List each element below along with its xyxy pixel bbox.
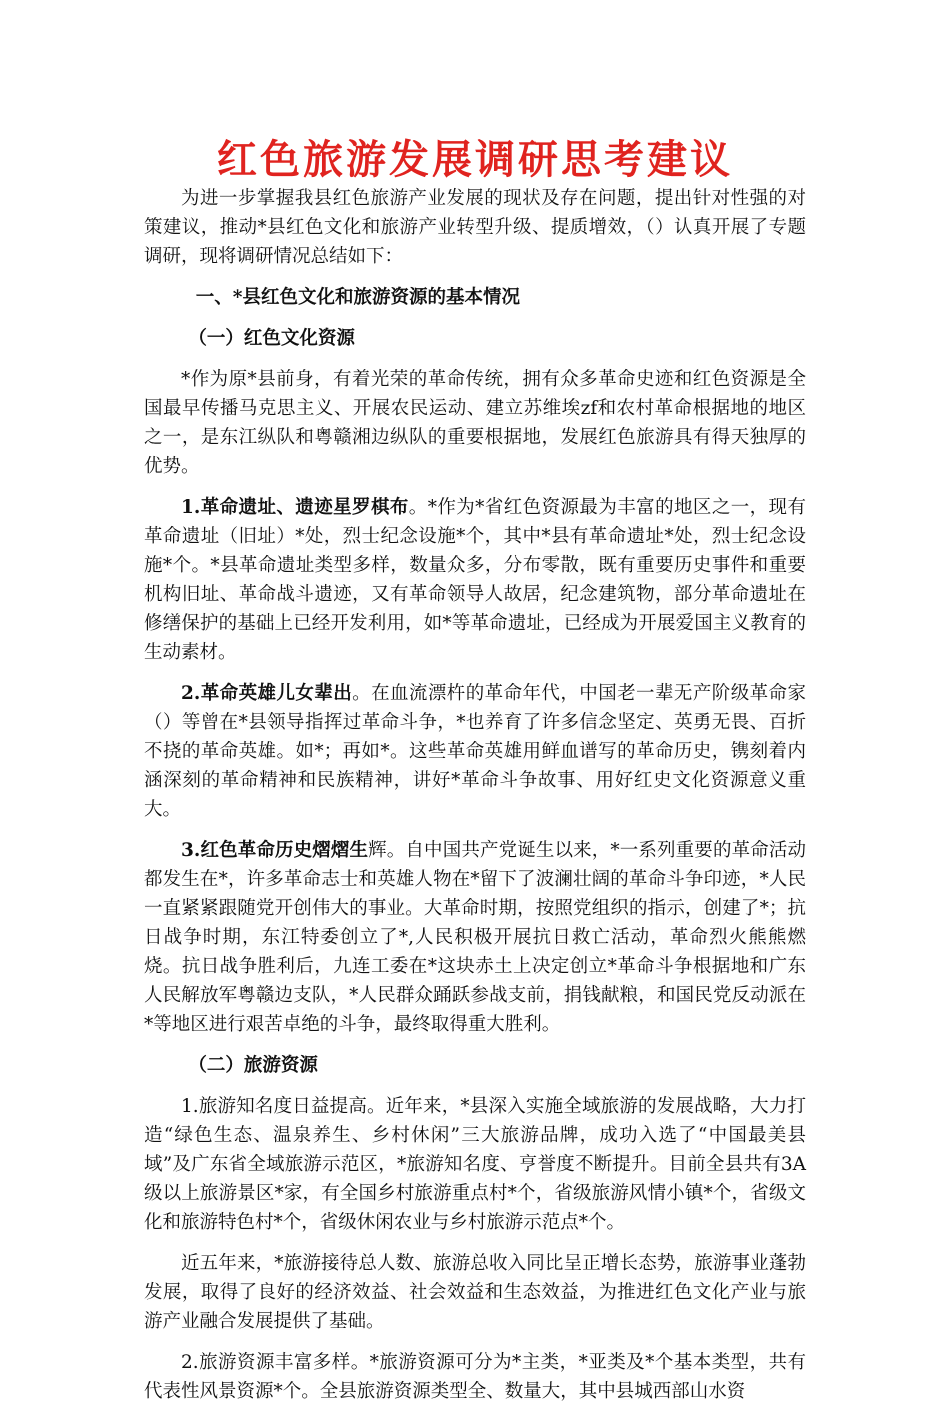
item-2-paragraph bbox=[144, 679, 806, 824]
item-2-text: 。在血流漂杵的革命年代，中国老一辈无产阶级革命家（）等曾在*县领导指挥过革命斗争，*也养育了许多信念坚定、英勇无畏、百折不挠的革命英雄。如*；再如*。这些革命英雄用鲜血谱写的革命历史，镌刻着内涵深刻的革命精神和民族精神，讲好*革命斗争故事、用好红史文化资源意义重大。 bbox=[144, 683, 806, 820]
item-1-paragraph bbox=[144, 493, 806, 667]
item-1-text: 。*作为*省红色资源最为丰富的地区之一，现有革命遗址（旧址）*处，烈士纪念设施*个，其中*县有革命遗址*处，烈士纪念设施*个。*县革命遗址类型多样，数量众多，分布零散，既有重要历史事件和重要机构旧址、革命战斗遗迹，又有革命领导人故居，纪念建筑物，部分革命遗址在修缮保护的基础上已经开发利用，如*等革命遗址，已经成为开展爱国主义教育的生动素材。 bbox=[144, 497, 806, 663]
item-3-paragraph bbox=[144, 836, 806, 1039]
item-2-lead: 2.革命英雄儿女辈出 bbox=[181, 683, 353, 704]
tourism-growth-paragraph: 近五年来，*旅游接待总人数、旅游总收入同比呈正增长态势，旅游事业蓬勃发展，取得了良好的经济效益、社会效益和生态效益，为推进红色文化产业与旅游产业融合发展提供了基础。 bbox=[144, 1253, 806, 1332]
red-culture-intro-paragraph: *作为原*县前身，有着光荣的革命传统，拥有众多革命史迹和红色资源是全国最早传播马克思主义、开展农民运动、建立苏维埃zf和农村革命根据地的地区之一，是东江纵队和粤赣湘边纵队的重要根据地，发展红色旅游具有得天独厚的优势。 bbox=[144, 369, 806, 477]
section-heading-1: 一、*县红色文化和旅游资源的基本情况 bbox=[195, 287, 520, 308]
item-1-lead: 1.革命遗址、遗迹星罗棋布 bbox=[181, 497, 409, 518]
document-title: 红色旅游发展调研思考建议 bbox=[217, 136, 733, 183]
tourism-item-1-paragraph: 1.旅游知名度日益提高。近年来，*县深入实施全域旅游的发展战略，大力打造“绿色生态、温泉养生、乡村休闲”三大旅游品牌，成功入选了“中国最美县域”及广东省全域旅游示范区，*旅游知名度、亨誉度不断提升。目前全县共有3A级以上旅游景区*家，有全国乡村旅游重点村*个，省级旅游风情小镇*个，省级文化和旅游特色村*个，省级休闲农业与乡村旅游示范点*个。 bbox=[144, 1096, 806, 1233]
tourism-item-2-paragraph: 2.旅游资源丰富多样。*旅游资源可分为*主类，*亚类及*个基本类型，共有代表性风景资源*个。全县旅游资源类型全、数量大，其中县城西部山水资 bbox=[144, 1352, 806, 1402]
item-3-lead: 3.红色革命历史熠熠生 bbox=[181, 840, 369, 861]
intro-paragraph: 为进一步掌握我县红色旅游产业发展的现状及存在问题，提出针对性强的对策建议，推动*县红色文化和旅游产业转型升级、提质增效，（）认真开展了专题调研，现将调研情况总结如下： bbox=[144, 188, 806, 267]
subsection-heading-tourism: （二）旅游资源 bbox=[188, 1055, 318, 1076]
subsection-heading-red-culture: （一）红色文化资源 bbox=[188, 328, 355, 349]
document-body bbox=[144, 184, 806, 1418]
item-3-text: 辉。自中国共产党诞生以来，*一系列重要的革命活动都发生在*，许多革命志士和英雄人物在*留下了波澜壮阔的革命斗争印迹，*人民一直紧紧跟随党开创伟大的事业。大革命时期，按照党组织的指示，创建了*；抗日战争时期，东江特委创立了*,人民积极开展抗日救亡活动，革命烈火熊熊燃烧。抗日战争胜利后，九连工委在*这块赤土上决定创立*革命斗争根据地和广东人民解放军粤赣边支队，*人民群众踊跃参战支前，捐钱献粮，和国民党反动派在*等地区进行艰苦卓绝的斗争，最终取得重大胜利。 bbox=[144, 840, 806, 1035]
